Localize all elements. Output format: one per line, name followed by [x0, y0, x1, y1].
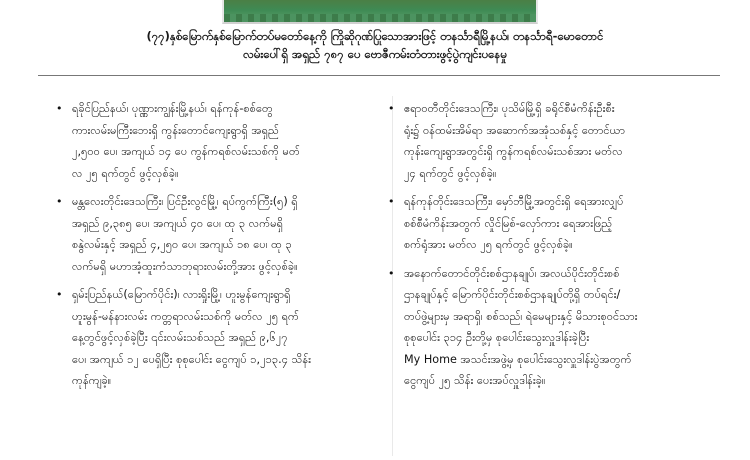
item-text-line: စက်ရုံအား မတ်လ ၂၅ ရက်တွင် ဖွင့်လှစ်ခဲ့။	[404, 238, 573, 251]
bullet-icon: •	[56, 195, 63, 208]
item-text-line: ကုန်ကျခဲ့။	[72, 374, 112, 387]
item-text-line: ဌာနချုပ်နှင့် မြောက်ပိုင်းတိုင်းစစ်ဌာနချုပ်တို့ရှိ တပ်ရင်း/	[404, 288, 621, 301]
item-text-line: လ ၂၅ ရက်တွင် ဖွင့်လှစ်ခဲ့။	[72, 166, 179, 180]
caption-divider	[38, 75, 720, 76]
item-text-line: ကုန်းကျေးရွာအတွင်းရှိ ကွန်ကရစ်လမ်းသစ်အား မတ်လ	[404, 145, 623, 158]
list-item	[56, 284, 388, 392]
left-column	[56, 98, 388, 399]
item-text-line: အနောက်တောင်တိုင်းစစ်ဌာနချုပ်၊ အလယ်ပိုင်းတိုင်းစစ်	[404, 266, 620, 280]
caption-line-1: (၇၇)နှစ်မြောက်နှစ်မြောက်တပ်မတော်နေ့ကို ကြိုဆိုဂုဏ်ပြုသောအားဖြင့် တနင်္သာရီမြို့နယ်၊ တနင်္သာရီ-မောတောင်	[146, 29, 604, 43]
item-text-line: စုစုပေါင်း ၃၁၄ ဦးတို့မှ စုပေါင်းသွေးလှူဒါန်းခဲ့ပြီး	[404, 331, 590, 344]
item-text-line: ရှမ်းပြည်နယ်(မြောက်ပိုင်း)၊ လားရှိုးမြို့၊ ဟူးမွန်ကျေးရွာရှိ	[72, 288, 291, 301]
caption-line-2: လမ်းပေါ်ရှိ အရှည် ၇၈၇ ပေ ဗောဇီကမ်းတံတားဖွင့်ပွဲကျင်းပနေမှု	[243, 47, 507, 61]
list-item	[56, 191, 388, 277]
item-text-line: ရုံး၌ ဝန်ထမ်းအိမ်ရာ အဆောက်အအုံသစ်နှင့် တောင်ယာ	[404, 123, 626, 137]
item-text-line: ဧရာဝတီတိုင်းဒေသကြီး၊ ပုသိမ်မြို့ရှိ ခရိုင်စီမံကိန်းဦးစီး	[404, 102, 615, 115]
item-text-line: ရန်ကုန်တိုင်းဒေသကြီး၊ မှော်ဘီမြို့အတွင်းရှိ ရေအားလျှပ်	[404, 195, 624, 208]
list-item	[388, 263, 720, 392]
item-text-line: My Home အသင်းအဖွဲ့မှ စုပေါင်းသွေးလှူဒါန်းပွဲအတွက်	[404, 352, 632, 366]
item-text-line: ကားလမ်းမကြီးဘေးရှိ ကွန်းတောင်ကျေးရွာရှိ အရှည်	[72, 123, 279, 137]
right-column	[388, 98, 720, 399]
item-text-line: ငွေကျပ် ၂၅ သိန်း ပေးအပ်လှူဒါန်းခဲ့။	[404, 374, 546, 387]
item-text-line: နေ့တွင်ဖွင့်လှစ်ခဲ့ပြီး ၎င်းလမ်းသစ်သည် အရှည် ၉,၆၂၇	[72, 331, 288, 344]
item-text-line: တပ်ဖွဲ့များမှ အရာရှိ၊ စစ်သည်၊ ရဲမေများနှင့် မိသားစုဝင်သား	[404, 309, 638, 323]
bullet-icon: •	[388, 102, 395, 115]
bullet-icon: •	[56, 102, 63, 115]
photo-caption	[30, 27, 720, 63]
item-text-line: ဟူးမွန်-မန်နားလမ်း ကတ္တရာလမ်းသစ်ကို မတ်လ ၂၅ ရက်	[72, 309, 299, 323]
list-item	[388, 98, 720, 184]
item-text-line: လက်မရှိ မဟာအံ့ထူးကံသာဘုရားလမ်းတို့အား ဖွင့်လှစ်ခဲ့။	[72, 259, 298, 273]
bullet-icon: •	[56, 288, 63, 301]
list-item	[56, 98, 388, 184]
item-text-line: မန္တလေးတိုင်းဒေသကြီး၊ ပြင်ဦးလွင်မြို့၊ ရပ်ကွက်ကြီး(၅) ရှိ	[72, 195, 298, 208]
item-text-line: ပေ၊ အကျယ် ၁၂ ပေရှိပြီး စုစုပေါင်း ငွေကျပ် ၁,၂၁၃.၄ သိန်း	[72, 352, 312, 366]
item-text-line: အရှည် ၉,၃၈၅ ပေ၊ အကျယ် ၄၀ ပေ၊ ထု ၃ လက်မရှိ	[72, 216, 284, 230]
bullet-icon: •	[388, 266, 395, 280]
list-item	[388, 191, 720, 256]
item-text-line: ၂၄ ရက်တွင် ဖွင့်လှစ်ခဲ့။	[404, 166, 497, 180]
item-text-line: ၂,၅၀၀ ပေ၊ အကျယ် ၁၄ ပေ ကွန်ကရစ်လမ်းသစ်ကို မတ်	[72, 145, 300, 158]
item-text-line: စနွဲလမ်းနှင့် အရှည် ၄,၂၅၀ ပေ၊ အကျယ် ၁၈ ပေ၊ ထု ၃	[72, 238, 292, 251]
photo-bottom-edge	[222, 0, 538, 24]
item-text-line: စစ်စီမံကိန်းအတွက် လှိုင်မြစ်-လှော်ကား ရေအားဖြည့်	[404, 216, 613, 230]
item-text-line: ရခိုင်ပြည်နယ်၊ ပုဏ္ဏားကျွန်းမြို့နယ်၊ ရန်ကုန်-စစ်တွေ	[72, 102, 273, 115]
bullet-icon: •	[388, 195, 395, 208]
